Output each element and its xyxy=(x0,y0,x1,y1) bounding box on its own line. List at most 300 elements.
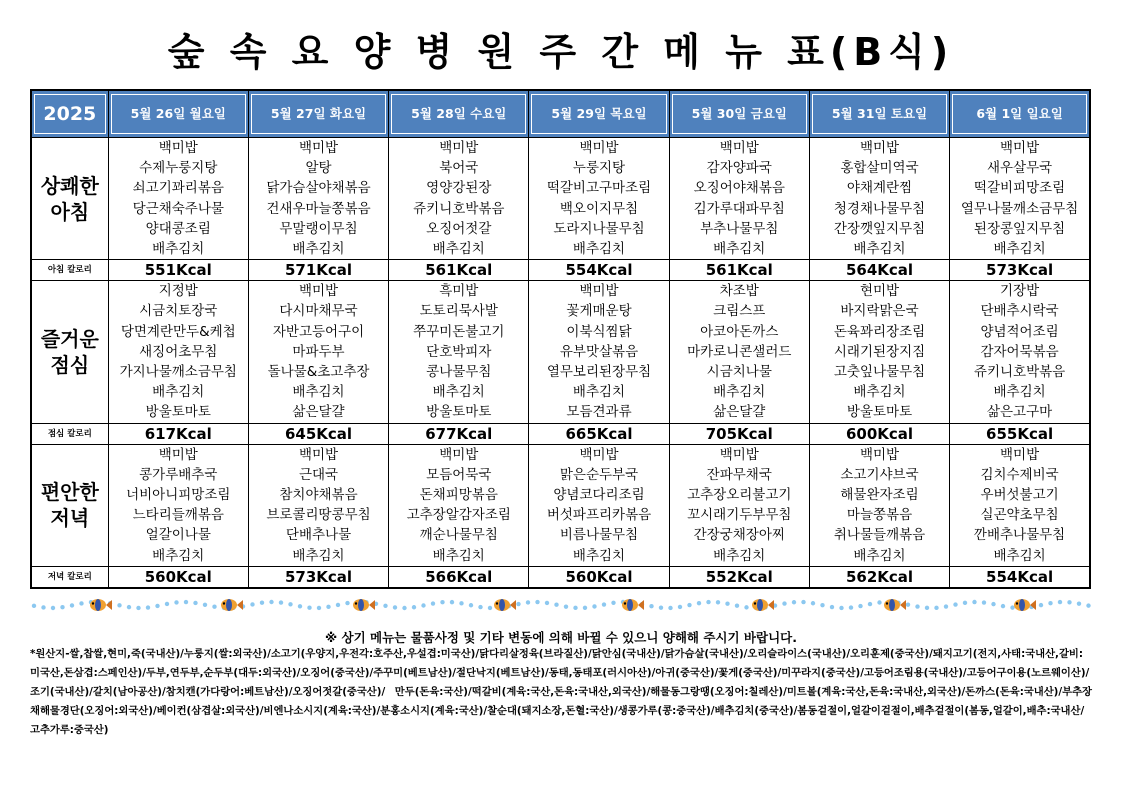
bubble-dot xyxy=(41,605,45,609)
menu-cell xyxy=(248,138,388,260)
bubble-dot xyxy=(516,602,520,606)
bubble-dot xyxy=(687,603,691,607)
menu-item: 야채계란찜 xyxy=(846,180,913,197)
calorie-row xyxy=(31,566,1090,588)
year-header xyxy=(31,90,108,138)
menu-item: 배추김치 xyxy=(713,384,766,401)
menu-item: 깨순나물무침 xyxy=(419,527,498,544)
menu-item: 마파두부 xyxy=(292,343,345,360)
menu-cell xyxy=(529,138,669,260)
bubble-dot xyxy=(288,602,292,606)
menu-item: 모듬어묵국 xyxy=(426,466,492,483)
bubble-dot xyxy=(725,602,729,606)
menu-item: 돈육꽈리장조림 xyxy=(833,323,926,340)
menu-item: 백미밥 xyxy=(859,140,900,156)
menu-item: 배추김치 xyxy=(292,241,345,258)
meal-label-text: 상쾌한 xyxy=(40,173,99,198)
menu-item: 백미밥 xyxy=(1000,446,1040,463)
menu-item: 백미밥 xyxy=(859,446,900,463)
bubble-dot xyxy=(1039,603,1043,607)
menu-item: 도라지나물무침 xyxy=(553,220,645,237)
bubble-dot xyxy=(611,601,615,605)
menu-item: 가지나물깨소금무침 xyxy=(119,364,237,381)
menu-cell xyxy=(108,281,248,423)
menu-item: 단배추나물 xyxy=(285,527,352,544)
menu-item: 마늘쫑볶음 xyxy=(846,507,913,524)
calorie-value: 573Kcal xyxy=(248,566,388,588)
menu-item: 무말랭이무침 xyxy=(279,220,358,237)
menu-item: 부추나물무침 xyxy=(700,220,779,237)
menu-item: 배추김치 xyxy=(432,384,485,401)
bubble-dot xyxy=(155,604,159,608)
fish-icon xyxy=(752,599,774,611)
bubble-dot xyxy=(678,605,682,609)
bubble-dot xyxy=(203,603,207,607)
bubble-dot xyxy=(782,601,786,605)
menu-cell xyxy=(669,444,809,566)
bubble-dot xyxy=(934,606,938,610)
menu-item: 백미밥 xyxy=(298,283,339,300)
meal-row xyxy=(31,138,1090,260)
menu-item: 열무보리된장무침 xyxy=(546,364,652,381)
menu-cell xyxy=(669,138,809,260)
bubble-dot xyxy=(811,601,815,605)
menu-item: 고추장오리불고기 xyxy=(687,487,792,504)
menu-item: 이북식찜닭 xyxy=(566,323,632,340)
menu-item: 실곤약초무침 xyxy=(980,507,1059,524)
menu-item: 콩나물무침 xyxy=(426,364,492,381)
menu-item: 쇠고기꽈리볶음 xyxy=(132,180,224,197)
bubble-dot xyxy=(1048,601,1052,605)
menu-item: 방울토마토 xyxy=(426,404,492,421)
menu-item: 꼬시래기두부무침 xyxy=(687,507,792,524)
bubble-dot xyxy=(697,601,701,605)
bubble-dot xyxy=(307,605,311,609)
menu-cell xyxy=(389,138,529,260)
bubble-dot xyxy=(906,602,910,606)
menu-item: 소고기샤브국 xyxy=(840,466,919,483)
bubble-dot xyxy=(991,602,995,606)
bubble-dot xyxy=(279,600,283,604)
bubble-dot xyxy=(298,604,302,608)
bubble-dot xyxy=(459,601,463,605)
meal-label-text: 점심 xyxy=(50,352,90,377)
menu-item: 북어국 xyxy=(439,160,479,177)
calorie-value: 554Kcal xyxy=(950,566,1090,588)
menu-item: 돈채피망볶음 xyxy=(419,487,498,504)
menu-item: 새징어초무침 xyxy=(139,343,218,360)
menu-item: 도토리묵사발 xyxy=(419,303,498,320)
menu-item: 참치야채볶음 xyxy=(279,487,358,504)
meal-row xyxy=(31,444,1090,566)
day-label: 5월 31일 토요일 xyxy=(812,94,947,134)
menu-cell xyxy=(809,444,949,566)
calorie-row xyxy=(31,423,1090,444)
menu-item: 배추김치 xyxy=(713,241,766,258)
day-header xyxy=(950,90,1090,138)
menu-item: 얼갈이나물 xyxy=(145,527,211,544)
menu-item: 감자어묵볶음 xyxy=(980,343,1059,360)
calorie-value: 560Kcal xyxy=(108,566,248,588)
menu-item: 시금치나물 xyxy=(706,364,772,381)
bubble-dot xyxy=(953,602,957,606)
bubble-dot xyxy=(868,602,872,606)
bubble-dot xyxy=(820,603,824,607)
menu-item: 감자양파국 xyxy=(706,160,772,177)
calorie-value: 655Kcal xyxy=(950,423,1090,444)
meal-label xyxy=(31,138,108,260)
meal-label-text: 즐거운 xyxy=(40,326,99,351)
bubble-dot xyxy=(146,605,150,609)
bubble-dot xyxy=(431,601,435,605)
bubble-dot xyxy=(117,603,121,607)
bubble-dot xyxy=(526,600,530,604)
calorie-value: 554Kcal xyxy=(529,260,669,281)
menu-item: 백미밥 xyxy=(439,446,479,463)
calorie-value: 677Kcal xyxy=(389,423,529,444)
menu-item: 마카로니콘샐러드 xyxy=(687,343,792,360)
menu-item: 백미밥 xyxy=(719,140,759,156)
menu-item: 청경채나물무침 xyxy=(833,200,926,217)
menu-item: 바지락맑은국 xyxy=(840,303,919,320)
menu-cell xyxy=(669,281,809,423)
menu-item: 백미밥 xyxy=(158,140,198,156)
menu-item: 홍합살미역국 xyxy=(840,160,919,177)
menu-item: 영양강된장 xyxy=(426,180,492,197)
bubble-dot xyxy=(1058,600,1062,604)
year-label: 2025 xyxy=(34,94,106,134)
menu-item: 크림스프 xyxy=(713,303,766,320)
menu-item: 고추장알감자조림 xyxy=(406,507,511,524)
bubble-dot xyxy=(602,602,606,606)
bubble-dot xyxy=(1001,604,1005,608)
day-label: 5월 27일 화요일 xyxy=(251,94,386,134)
menu-item: 차조밥 xyxy=(719,283,759,300)
bubble-dot xyxy=(792,600,796,604)
day-label: 5월 26일 월요일 xyxy=(111,94,246,134)
day-header xyxy=(108,90,248,138)
menu-item: 지정밥 xyxy=(158,283,198,300)
bubble-dot xyxy=(1077,601,1081,605)
bubble-dot xyxy=(478,605,482,609)
menu-item: 양대콩조림 xyxy=(145,220,211,237)
menu-item: 건새우마늘쫑볶음 xyxy=(266,200,371,217)
bubble-dot xyxy=(830,605,834,609)
day-header xyxy=(389,90,529,138)
menu-item: 배추김치 xyxy=(152,384,205,401)
menu-cell xyxy=(950,281,1090,423)
calorie-value: 551Kcal xyxy=(108,260,248,281)
menu-item: 맑은순두부국 xyxy=(559,466,639,483)
bubble-dot xyxy=(535,600,539,604)
calorie-value: 560Kcal xyxy=(529,566,669,588)
menu-item: 백미밥 xyxy=(1000,140,1040,156)
bubble-dot xyxy=(858,604,862,608)
menu-item: 다시마채무국 xyxy=(279,303,358,320)
bubble-dot xyxy=(250,602,254,606)
bubble-dot xyxy=(345,601,349,605)
calorie-value: 561Kcal xyxy=(669,260,809,281)
menu-item: 자반고등어구이 xyxy=(272,323,365,340)
bubble-dot xyxy=(450,600,454,604)
header-row xyxy=(31,90,1090,138)
menu-cell xyxy=(529,444,669,566)
menu-item: 쥬키니호박볶음 xyxy=(413,200,505,217)
day-label: 6월 1일 일요일 xyxy=(952,94,1087,134)
bubble-dot xyxy=(60,605,64,609)
menu-item: 버섯파프리카볶음 xyxy=(546,507,652,524)
day-header xyxy=(669,90,809,138)
bubble-dot xyxy=(51,606,55,610)
menu-item: 백미밥 xyxy=(298,140,339,156)
bubble-dot xyxy=(488,606,492,610)
menu-item: 양념적어조림 xyxy=(980,323,1059,340)
menu-item: 잔파무채국 xyxy=(706,466,772,483)
menu-item: 우버섯불고기 xyxy=(980,487,1059,504)
menu-item: 배추김치 xyxy=(152,241,205,258)
weekly-menu-table xyxy=(30,89,1091,589)
menu-cell xyxy=(248,281,388,423)
bubble-dot xyxy=(269,600,273,604)
bubble-dot xyxy=(925,606,929,610)
menu-item: 근대국 xyxy=(298,466,339,483)
bubble-dot xyxy=(963,601,967,605)
bubble-dot xyxy=(554,603,558,607)
menu-item: 흑미밥 xyxy=(439,283,479,300)
bubble-dot xyxy=(972,600,976,604)
menu-item: 아코아돈까스 xyxy=(700,323,779,340)
bubble-dot xyxy=(1086,603,1090,607)
menu-item: 꽃게매운탕 xyxy=(566,303,632,320)
menu-item: 당면계란만두&케첩 xyxy=(120,323,236,340)
bubble-dot xyxy=(174,600,178,604)
bubble-dot xyxy=(402,606,406,610)
meal-label-text: 편안한 xyxy=(40,480,99,505)
menu-item: 닭가슴살야채볶음 xyxy=(266,180,371,197)
calorie-value: 571Kcal xyxy=(248,260,388,281)
menu-item: 알탕 xyxy=(305,160,332,177)
menu-item: 배추김치 xyxy=(432,241,485,258)
day-label: 5월 29일 목요일 xyxy=(531,94,666,134)
calorie-label: 아침 칼로리 xyxy=(31,260,108,281)
menu-item: 해물완자조림 xyxy=(840,487,919,504)
calorie-value: 552Kcal xyxy=(669,566,809,588)
fish-icon xyxy=(90,599,112,611)
menu-cell xyxy=(809,281,949,423)
bubble-dot xyxy=(70,603,74,607)
menu-item: 수제누룽지탕 xyxy=(139,160,218,177)
calorie-value: 561Kcal xyxy=(389,260,529,281)
menu-item: 기장밥 xyxy=(1000,283,1040,300)
bubble-dot xyxy=(839,606,843,610)
menu-item: 너비아니피망조림 xyxy=(126,487,231,504)
bubble-dot xyxy=(982,600,986,604)
menu-item: 방울토마토 xyxy=(846,404,913,421)
bubble-dot xyxy=(1067,600,1071,604)
menu-item: 오징어야채볶음 xyxy=(693,180,785,197)
menu-item: 당근채숙주나물 xyxy=(132,200,224,217)
bubble-dot xyxy=(412,605,416,609)
bubble-dot xyxy=(260,601,264,605)
menu-item: 간장궁채장아찌 xyxy=(693,527,785,544)
day-label: 5월 30일 금요일 xyxy=(672,94,807,134)
menu-item: 배추김치 xyxy=(432,547,485,564)
page-title: 숲 속 요 양 병 원 주 간 메 뉴 표(B식) xyxy=(167,30,955,74)
day-label: 5월 28일 수요일 xyxy=(391,94,526,134)
bubble-dot xyxy=(136,606,140,610)
bubble-dot xyxy=(744,605,748,609)
menu-item: 배추김치 xyxy=(292,547,345,564)
meal-label-text: 저녁 xyxy=(50,506,90,531)
bubble-dot xyxy=(212,605,216,609)
menu-item: 비름나물무침 xyxy=(559,527,639,544)
calorie-value: 600Kcal xyxy=(809,423,949,444)
menu-item: 시래기된장지짐 xyxy=(833,343,926,360)
bubble-dot xyxy=(326,605,330,609)
calorie-value: 665Kcal xyxy=(529,423,669,444)
fish-icon xyxy=(884,599,906,611)
bubble-dot xyxy=(317,606,321,610)
menu-cell xyxy=(950,138,1090,260)
menu-item: 백미밥 xyxy=(298,446,339,463)
menu-item: 콩가루배추국 xyxy=(139,466,218,483)
day-header xyxy=(248,90,388,138)
calorie-label: 점심 칼로리 xyxy=(31,423,108,444)
menu-item: 돌나물&초고추장 xyxy=(267,364,370,381)
menu-cell xyxy=(248,444,388,566)
meal-row xyxy=(31,281,1090,423)
bubble-dot xyxy=(649,604,653,608)
menu-item: 백미밥 xyxy=(579,283,619,300)
menu-item: 배추김치 xyxy=(572,241,626,258)
menu-item: 떡갈비고구마조림 xyxy=(546,180,652,197)
menu-item: 된장콩잎지무침 xyxy=(973,220,1066,237)
bubble-dot xyxy=(383,604,387,608)
menu-item: 백미밥 xyxy=(158,446,198,463)
menu-item: 오징어젓갈 xyxy=(426,220,492,237)
bubble-dot xyxy=(592,604,596,608)
calorie-value: 617Kcal xyxy=(108,423,248,444)
menu-item: 느타리들깨볶음 xyxy=(132,507,224,524)
menu-item: 배추김치 xyxy=(993,384,1046,401)
menu-item: 백오이지무침 xyxy=(559,200,639,217)
menu-item: 김치수제비국 xyxy=(980,466,1059,483)
bubble-dot xyxy=(469,603,473,607)
menu-item: 양념코다리조림 xyxy=(553,487,645,504)
menu-cell xyxy=(389,281,529,423)
menu-item: 방울토마토 xyxy=(145,404,211,421)
menu-item: 모듬견과류 xyxy=(566,404,632,421)
menu-item: 배추김치 xyxy=(292,384,345,401)
bubble-dot xyxy=(944,604,948,608)
menu-cell xyxy=(950,444,1090,566)
bubble-dot xyxy=(668,606,672,610)
bubble-dot xyxy=(801,600,805,604)
menu-item: 유부맛살볶음 xyxy=(559,343,639,360)
menu-item: 백미밥 xyxy=(579,446,619,463)
menu-item: 단호박피자 xyxy=(426,343,492,360)
bubble-dot xyxy=(165,602,169,606)
menu-cell xyxy=(809,138,949,260)
bubble-dot xyxy=(32,604,36,608)
menu-item: 쥬키니호박볶음 xyxy=(973,364,1066,381)
menu-item: 새우살무국 xyxy=(986,160,1053,177)
menu-cell xyxy=(108,444,248,566)
menu-item: 쭈꾸미돈불고기 xyxy=(413,323,505,340)
calorie-value: 566Kcal xyxy=(389,566,529,588)
bubble-dot xyxy=(716,600,720,604)
menu-item: 브로콜리땅콩무침 xyxy=(266,507,371,524)
bubble-dot xyxy=(184,600,188,604)
menu-item: 단배추시락국 xyxy=(980,303,1059,320)
menu-cell xyxy=(108,138,248,260)
menu-item: 배추김치 xyxy=(713,547,766,564)
calorie-value: 562Kcal xyxy=(809,566,949,588)
day-header xyxy=(529,90,669,138)
menu-item: 배추김치 xyxy=(572,547,626,564)
menu-item: 배추김치 xyxy=(993,241,1046,258)
menu-item: 배추김치 xyxy=(853,384,906,401)
menu-item: 삶은고구마 xyxy=(986,404,1053,421)
menu-item: 백미밥 xyxy=(719,446,759,463)
fish-decoration-border xyxy=(30,596,1091,614)
notice-text: ※ 상기 메뉴는 물품사정 및 기타 변동에 의해 바뀔 수 있으니 양해해 주시기 바랍니다. xyxy=(325,630,797,645)
bubble-dot xyxy=(336,603,340,607)
menu-item: 배추김치 xyxy=(993,547,1046,564)
menu-item: 고춧잎나물무침 xyxy=(833,364,926,381)
calorie-value: 573Kcal xyxy=(950,260,1090,281)
bubble-dot xyxy=(79,601,83,605)
calorie-value: 564Kcal xyxy=(809,260,949,281)
menu-item: 현미밥 xyxy=(859,283,900,300)
menu-cell xyxy=(389,444,529,566)
fish-icon xyxy=(353,599,375,611)
day-header xyxy=(809,90,949,138)
bubble-dot xyxy=(393,605,397,609)
calorie-value: 645Kcal xyxy=(248,423,388,444)
calorie-label: 저녁 칼로리 xyxy=(31,566,108,588)
bubble-dot xyxy=(421,603,425,607)
bubble-dot xyxy=(440,600,444,604)
menu-item: 배추김치 xyxy=(152,547,205,564)
bubble-dot xyxy=(127,605,131,609)
menu-item: 배추김치 xyxy=(853,241,906,258)
meal-label xyxy=(31,281,108,423)
menu-item: 열무나물깨소금무침 xyxy=(960,200,1079,217)
bubble-dot xyxy=(659,605,663,609)
bubble-dot xyxy=(735,603,739,607)
origin-info: *원산지-쌀,찹쌀,현미,죽(국내산)/누룽지(쌀:외국산)/소고기(우양지,우전각:호주산,우설겹:미국산)/닭다리살정육(브라질산)/닭안심(국내산)/닭가슴살(국내산)/오리슬라이스(국내산)/오리훈제(중국산)/돼지고기(전지,사태:국내산,갈비:미국산,돈삼겹:스페인산)/두부,연두부,순두부(대두:외국산)/오징어(중국산)/주꾸미(베트남산)/절단낙지(베트남산)/동태,동태포(러시아산)/아귀(중국산)/꽃게(중국산)/미꾸라지(중국산)/고등어조림용(국내산)/고등어구이용(노르웨이산)/조기(국내산)/갈치(남아공산)/참치캔(가다랑어:베트남산)/오징어젓갈(중국산)/ 만두(돈육:국산)/떡갈비(계육:국산,돈육:국내산,외국산)/해물동그랑땡(오징어:칠레산)/미트볼(계육:국산,돈육:국내산,외국산)/돈까스(돈육:국내산)/부추장채해물경단(오징어:외국산)/베이컨(삼겹살:외국산)/비엔나소시지(계육:국산)/분홍소시지(계육:국산)/찰순대(돼지소장,돈혈:국산)/생콩가루(콩:중국산)/배추김치(중국산)/봄동겉절이,얼갈이겉절이,배추겉절이(봄동,얼갈이,배추:국내산/고추가루:중국산) xyxy=(30,648,1092,736)
bubble-dot xyxy=(545,601,549,605)
fish-icon xyxy=(221,599,243,611)
fish-icon xyxy=(622,599,644,611)
menu-item: 삶은달걀 xyxy=(713,404,766,421)
calorie-value: 705Kcal xyxy=(669,423,809,444)
fish-icon xyxy=(1014,599,1036,611)
menu-item: 깐배추나물무침 xyxy=(973,527,1066,544)
menu-item: 백미밥 xyxy=(439,140,479,156)
menu-item: 떡갈비피망조림 xyxy=(973,180,1066,197)
menu-item: 시금치토장국 xyxy=(139,303,218,320)
menu-item: 김가루대파무침 xyxy=(693,200,785,217)
meal-label xyxy=(31,444,108,566)
meal-label-text: 아침 xyxy=(50,199,90,224)
bubble-dot xyxy=(706,600,710,604)
bubble-dot xyxy=(193,601,197,605)
menu-item: 삶은달걀 xyxy=(292,404,345,421)
menu-cell xyxy=(529,281,669,423)
menu-item: 백미밥 xyxy=(579,140,619,156)
